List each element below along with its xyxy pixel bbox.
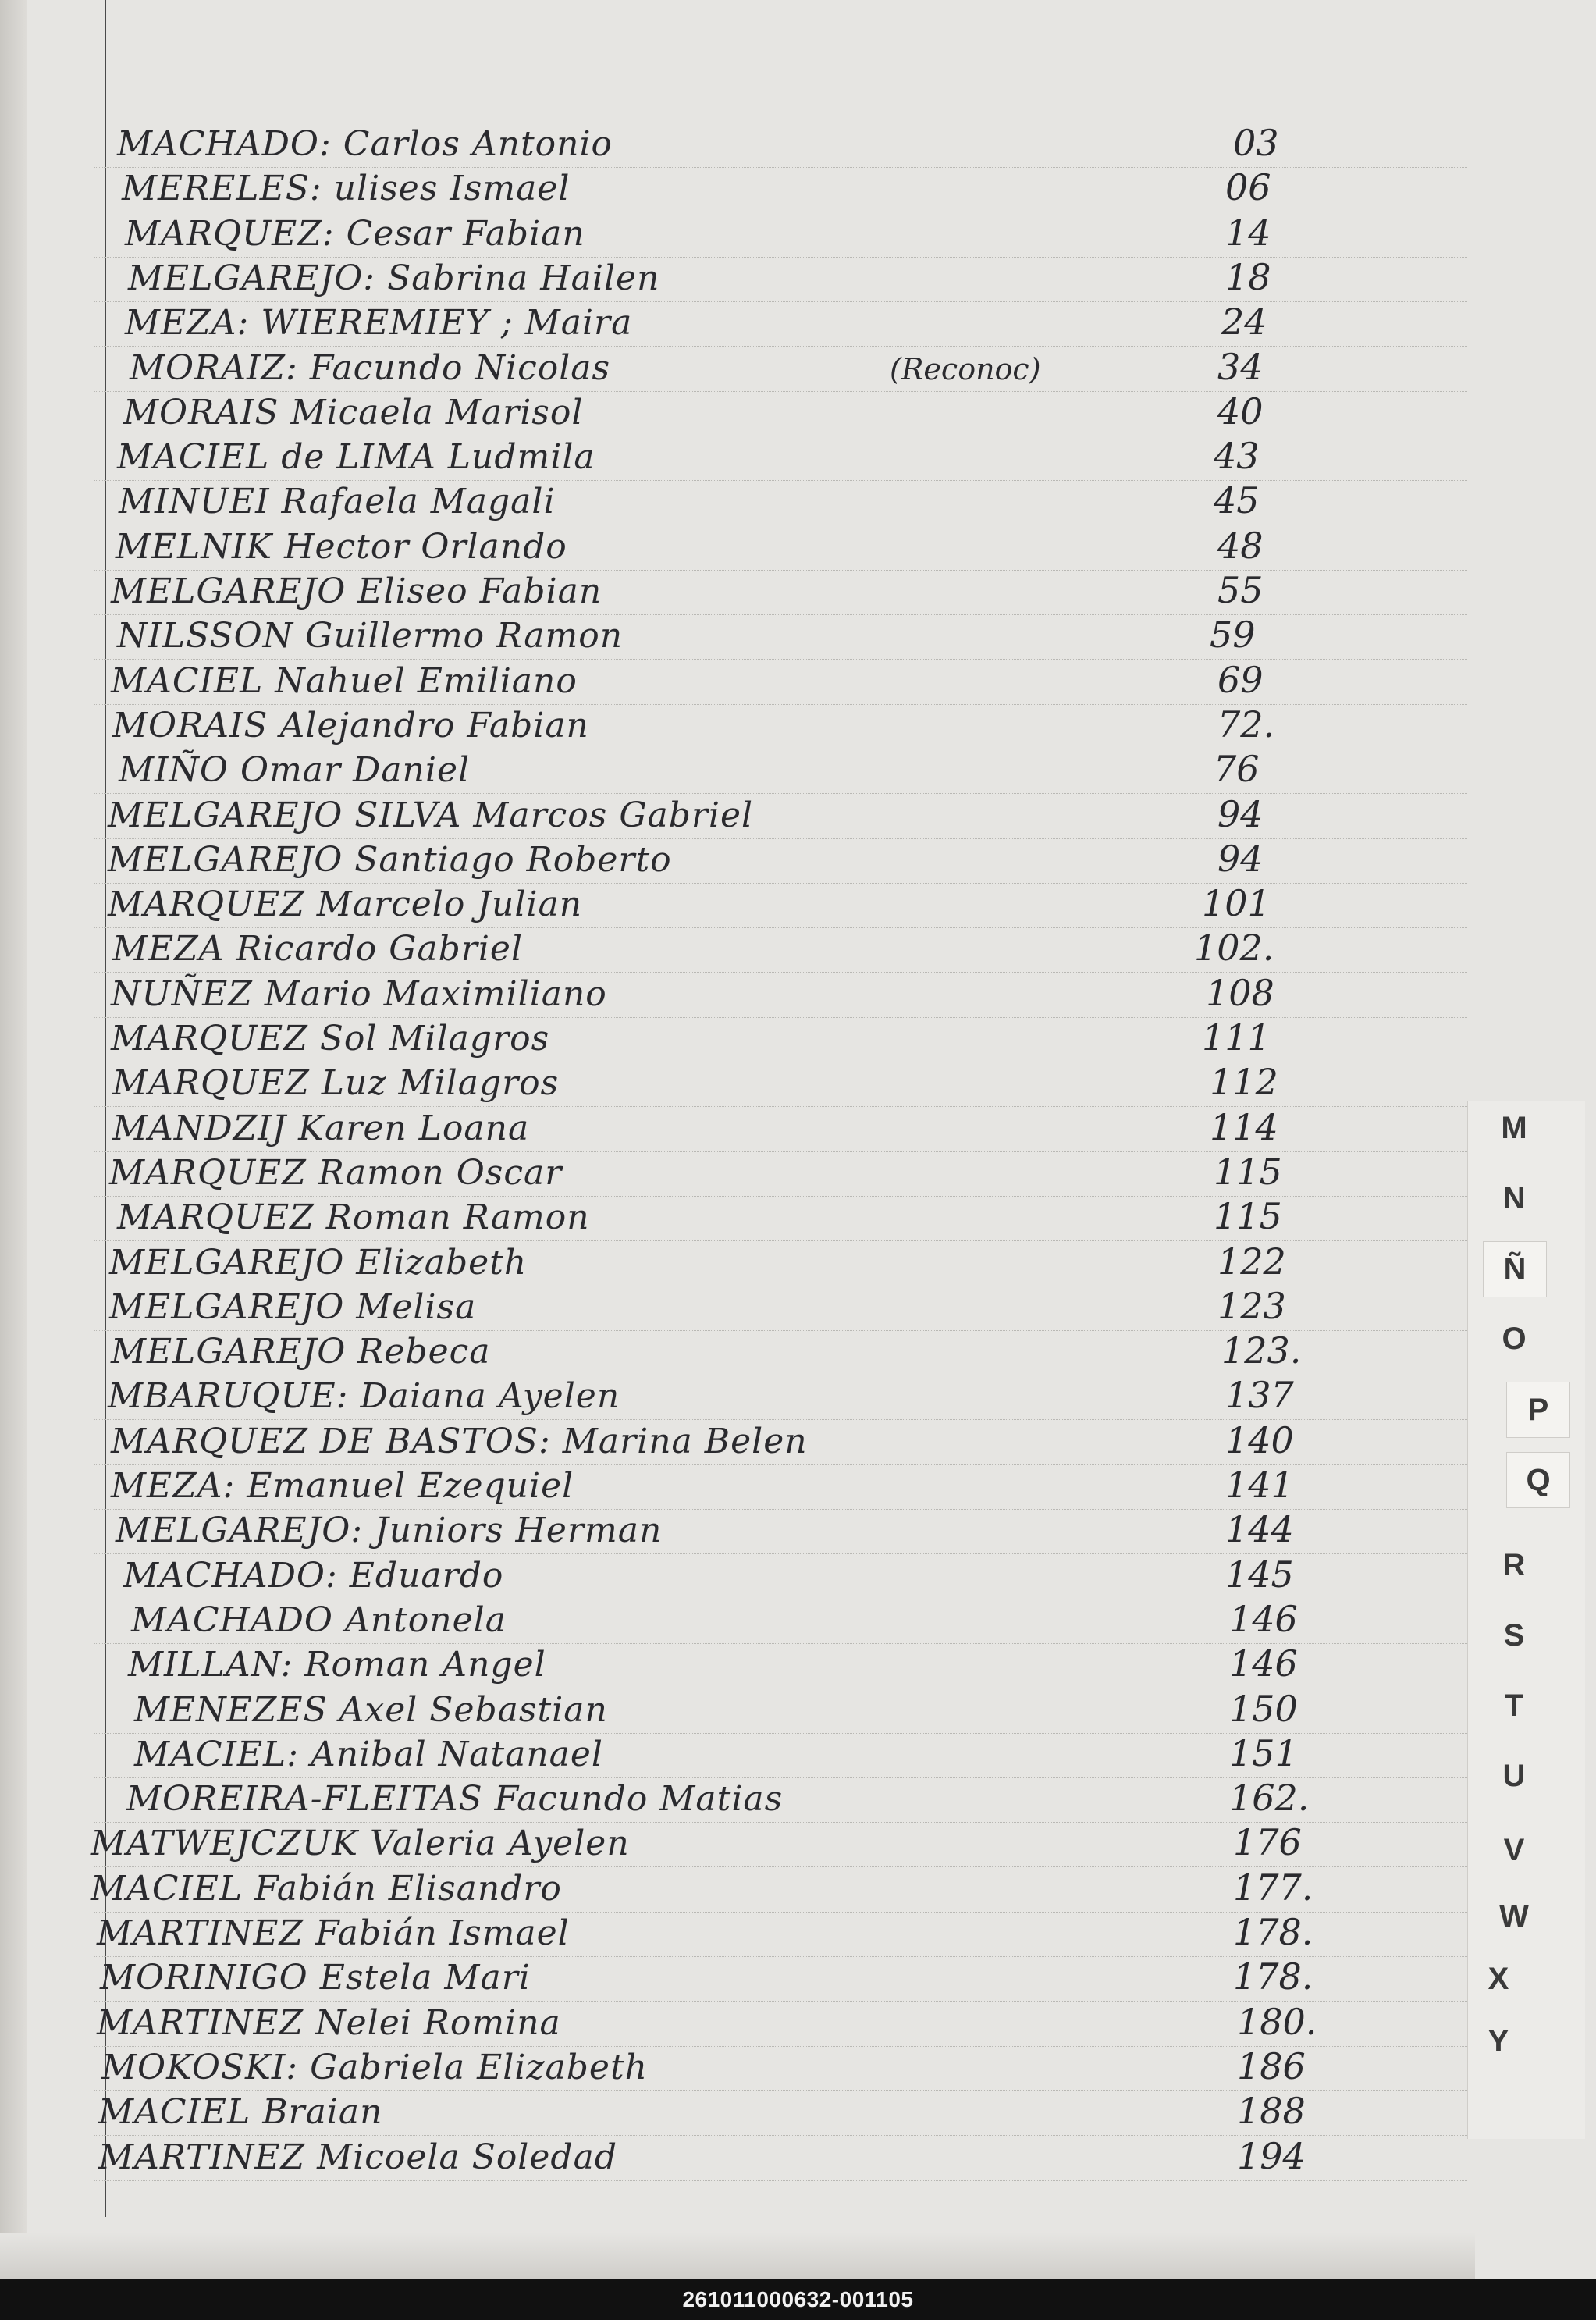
index-tab-10[interactable]: V [1503,1832,1525,1867]
ledger-entry [94,1731,1467,1777]
entry-number: 14 [1225,211,1271,254]
entry-name: MACIEL Fabián Elisandro [91,1868,562,1909]
ledger-entry [94,1689,1467,1733]
entry-name: MELGAREJO Rebeca [111,1332,491,1372]
ruled-entries-area [91,117,1467,2240]
ledger-entry [94,255,1467,301]
entry-name: MOREIRA-FLEITAS Facundo Matias [126,1779,784,1820]
entry-name: MARTINEZ Micoela Soledad [98,2137,617,2177]
index-tab-0[interactable]: M [1501,1110,1527,1145]
entry-name: MEZA: WIEREMIEY ; Maira [125,303,633,343]
entry-number: 122 [1217,1240,1286,1283]
entry-number: 115 [1214,1150,1282,1193]
ledger-entry [94,792,1467,838]
entry-name: MACIEL: Anibal Natanael [134,1734,603,1774]
ledger-entry [94,1197,1467,1240]
entry-number: 178. [1233,1911,1313,1953]
ledger-entry [94,1242,1467,1286]
index-tab-13[interactable]: Y [1488,2023,1509,2058]
entry-name: MARTINEZ Fabián Ismael [97,1913,570,1953]
entry-name: MARQUEZ Ramon Oscar [109,1152,563,1193]
entry-name: MEZA: Emanuel Ezequiel [111,1466,574,1506]
ledger-entry [94,1644,1467,1688]
entry-name: MACHADO: Eduardo [123,1555,504,1596]
entry-name: MOKOSKI: Gabriela Elizabeth [101,2047,648,2087]
entry-number: 188 [1237,2090,1306,2133]
entry-name: MINUEI Rafaela Magali [119,482,556,522]
entry-name: NILSSON Guillermo Ramon [117,616,624,657]
entry-name: MELGAREJO: Juniors Herman [116,1510,663,1551]
alphabet-index-tabs [1467,1101,1596,2139]
entry-number: 123 [1217,1284,1286,1327]
entry-number: 06 [1225,166,1271,209]
entry-number: 111 [1202,1016,1271,1059]
ledger-entry [94,2134,1467,2180]
ledger-entry [94,1418,1467,1464]
ledger-entry [94,392,1467,436]
entry-number: 55 [1217,569,1264,611]
index-tab-7[interactable]: S [1503,1617,1525,1653]
entry-name: MORAIS Micaela Marisol [123,392,584,432]
entry-number: 94 [1217,837,1264,880]
ledger-entry [94,168,1467,212]
index-tab-9[interactable]: U [1502,1758,1526,1793]
ledger-entry [94,1465,1467,1509]
entry-name: NUÑEZ Mario Maximiliano [111,973,607,1014]
ledger-entry [94,213,1467,257]
entry-name: MENEZES Axel Sebastian [134,1689,608,1730]
entry-name: MARQUEZ Marcelo Julian [108,884,583,925]
entry-number: 48 [1217,524,1264,567]
ledger-entry [94,347,1467,391]
entry-number: 114 [1210,1105,1278,1148]
entry-number: 108 [1206,971,1274,1014]
page-binding-edge [0,0,27,2279]
image-id-bar [0,2279,1596,2320]
ledger-entry [94,1018,1467,1062]
entry-name: MARQUEZ DE BASTOS: Marina Belen [111,1421,808,1461]
entry-number: 112 [1210,1061,1278,1104]
entry-number: 140 [1225,1418,1294,1461]
ledger-entry [94,884,1467,927]
entry-number: 146 [1229,1642,1298,1685]
ledger-entry [94,1286,1467,1330]
ledger-entry [94,928,1467,972]
entry-name: MILLAN: Roman Angel [128,1645,546,1685]
page-bottom-shadow [0,2233,1475,2279]
entry-name: MACHADO Antonela [131,1599,507,1640]
entry-name: MELNIK Hector Orlando [116,526,567,567]
ledger-entry [94,1510,1467,1553]
ledger-entry [91,1821,1467,1866]
ledger-entry [94,302,1467,346]
ledger-entry [94,2091,1467,2135]
entry-name: MARQUEZ Luz Milagros [112,1063,560,1104]
ledger-entry [94,571,1467,614]
entry-number: 102. [1194,927,1274,970]
entry-number: 150 [1229,1687,1298,1730]
entry-number: 186 [1237,2044,1306,2087]
ledger-entry [94,1152,1467,1196]
entry-number: 115 [1214,1195,1282,1238]
index-tab-5[interactable]: Q [1506,1452,1570,1508]
entry-name: MACIEL Nahuel Emiliano [111,660,578,701]
entry-name: MARQUEZ Sol Milagros [111,1019,550,1059]
entry-name: MACIEL Braian [98,2092,383,2133]
entry-name: MELGAREJO Elizabeth [109,1242,528,1283]
entry-number: 18 [1225,255,1271,298]
ledger-entry [94,436,1467,480]
entry-number: 76 [1214,748,1260,791]
entry-name: MELGAREJO: Sabrina Hailen [128,258,660,298]
entry-number: 40 [1217,390,1264,432]
index-tab-3[interactable]: O [1502,1321,1527,1356]
entry-number: 94 [1217,792,1264,835]
entry-number: 34 [1217,345,1264,388]
entry-number: 59 [1210,614,1256,657]
entry-number: 146 [1229,1597,1298,1640]
entry-number: 101 [1202,882,1271,925]
ledger-entry [94,1599,1467,1643]
ledger-entry [94,2002,1467,2046]
entry-number: 72. [1217,703,1275,745]
entry-number: 151 [1229,1731,1298,1774]
ledger-entry [94,615,1467,659]
entry-number: 69 [1217,658,1264,701]
ruled-line [94,2180,1467,2182]
ledger-entry [94,1331,1467,1375]
ledger-entry [94,1555,1467,1599]
entry-number: 45 [1214,479,1260,522]
entry-name: MARQUEZ Roman Ramon [117,1197,590,1238]
entry-number: 180. [1237,2000,1317,2043]
index-tab-6[interactable]: R [1502,1547,1526,1582]
index-tab-4[interactable]: P [1506,1382,1570,1438]
entry-name: MATWEJCZUK Valeria Ayelen [91,1824,630,1864]
entry-name: MACIEL de LIMA Ludmila [117,437,595,478]
ledger-entry [94,1778,1467,1822]
entry-number: 194 [1237,2134,1306,2177]
entry-number: 141 [1225,1464,1294,1506]
ledger-entry [94,1375,1467,1419]
entry-name: MERELES: ulises Ismael [122,169,571,209]
entry-name: MORINIGO Estela Mari [100,1958,531,1998]
ledger-entry [94,1957,1467,2001]
index-tab-8[interactable]: T [1504,1688,1524,1723]
ledger-entry [94,526,1467,570]
entry-number: 43 [1214,435,1260,478]
entry-number: 24 [1221,301,1267,343]
ledger-entry [94,973,1467,1017]
ledger-entry [91,1866,1467,1912]
entry-name: MORAIS Alejandro Fabian [112,705,589,745]
ledger-entry [94,1913,1467,1956]
index-tab-2[interactable]: Ñ [1483,1241,1547,1297]
entry-name: MACHADO: Carlos Antonio [117,124,613,164]
entry-number: 03 [1233,122,1279,164]
entry-number: 123. [1221,1329,1302,1372]
ledger-entry [94,1062,1467,1106]
entry-name: MELGAREJO Santiago Roberto [108,839,672,880]
ledger-entry [94,2044,1467,2090]
ledger-entry [94,1105,1467,1151]
image-id-label: 261011000632-001105 [682,2287,914,2311]
entry-name: MELGAREJO SILVA Marcos Gabriel [108,795,754,835]
index-tab-12[interactable]: X [1488,1961,1509,1996]
entry-number: 145 [1225,1553,1294,1596]
entry-name: MELGAREJO Eliseo Fabian [111,571,602,611]
entry-name: MARQUEZ: Cesar Fabian [125,213,585,254]
entry-name: MELGAREJO Melisa [109,1286,477,1327]
entry-name: MORAIZ: Facundo Nicolas [130,347,611,388]
entry-name: MARTINEZ Nelei Romina [97,2002,561,2043]
index-tab-1[interactable]: N [1502,1180,1526,1215]
entry-name: MANDZIJ Karen Loana [112,1108,530,1148]
entry-number: 177. [1233,1866,1313,1909]
index-tab-11[interactable]: W [1499,1898,1529,1934]
ledger-entry [94,481,1467,525]
entry-number: 162. [1229,1777,1310,1820]
entry-name: MIÑO Omar Daniel [119,750,471,791]
ledger-entry [94,660,1467,704]
entry-note: (Reconoc) [890,351,1041,386]
entry-name: MEZA Ricardo Gabriel [112,929,524,970]
ledger-entry [94,749,1467,793]
entry-number: 178. [1233,1955,1313,1998]
ledger-entry [94,123,1467,167]
entry-number: 144 [1225,1508,1294,1551]
ledger-entry [94,839,1467,883]
ledger-entry [94,705,1467,749]
entry-name: MBARUQUE: Daiana Ayelen [108,1376,620,1417]
entry-number: 176 [1233,1821,1302,1864]
entry-number: 137 [1225,1374,1294,1417]
